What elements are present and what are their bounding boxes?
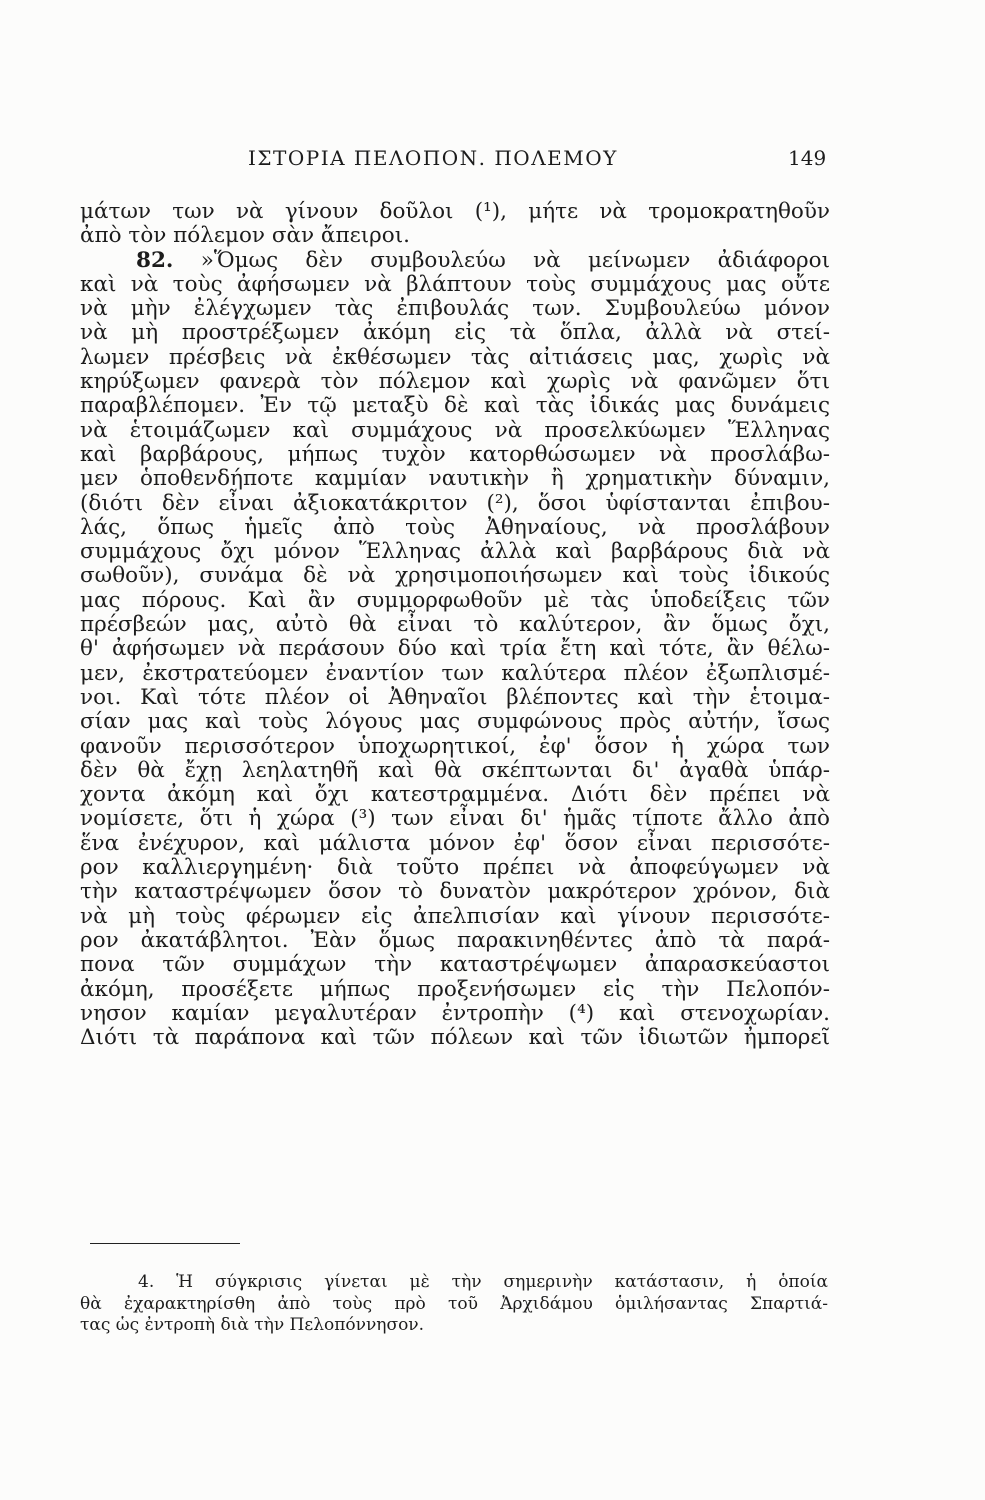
- text-line: ρον καλλιεργημένη· διὰ τοῦτο πρέπει νὰ ἀποφεύγωμεν νὰ: [80, 855, 830, 881]
- footnote-line: θὰ ἐχαρακτηρίσθη ἀπὸ τοὺς πρὸ τοῦ Ἀρχιδάμου ὁμιλήσαντας Σπαρτιά-: [80, 1293, 828, 1314]
- text-line: τὴν καταστρέψωμεν ὅσον τὸ δυνατὸν μακρότερον χρόνον, διὰ: [80, 879, 830, 905]
- text-line: Διότι τὰ παράπονα καὶ τῶν πόλεων καὶ τῶν ἰδιωτῶν ἠμπορεῖ: [80, 1025, 830, 1051]
- text-line: πονα τῶν συμμάχων τὴν καταστρέψωμεν ἀπαρασκεύαστοι: [80, 952, 830, 978]
- text-line: ἀπὸ τὸν πόλεμον σὰν ἄπειροι.: [80, 223, 410, 249]
- text-line: σωθοῦν), συνάμα δὲ νὰ χρησιμοποιήσωμεν καὶ τοὺς ἰδικούς: [80, 563, 830, 589]
- section-82-first-line: [80, 249, 830, 273]
- page-number: 149: [788, 146, 827, 170]
- text-line: καὶ βαρβάρους, μήπως τυχὸν κατορθώσωμεν νὰ προσλάβω-: [80, 441, 830, 467]
- text-line: πρέσβεών μας, αὐτὸ θὰ εἶναι τὸ καλύτερον, ἂν ὅμως ὄχι,: [80, 612, 830, 638]
- text-line: κηρύξωμεν φανερὰ τὸν πόλεμον καὶ χωρὶς νὰ φανῶμεν ὅτι: [80, 369, 830, 395]
- text-line: μεν ὁποθενδήποτε καμμίαν ναυτικὴν ἢ χρηματικὴν δύναμιν,: [80, 466, 830, 492]
- text-line: παραβλέπομεν. Ἐν τῷ μεταξὺ δὲ καὶ τὰς ἰδικάς μας δυνάμεις: [80, 393, 830, 419]
- section-number: 82.: [136, 247, 174, 273]
- text-line: μεν, ἐκστρατεύομεν ἐναντίον των καλύτερα πλέον ἐξωπλισμέ-: [80, 660, 830, 686]
- text-line: ρον ἀκατάβλητοι. Ἐὰν ὅμως παρακινηθέντες ἀπὸ τὰ παρά-: [80, 927, 830, 953]
- main-text: [80, 200, 830, 1050]
- text-line: θ' ἀφήσωμεν νὰ περάσουν δύο καὶ τρία ἔτη καὶ τότε, ἂν θέλω-: [80, 636, 830, 662]
- text-line: ἕνα ἐνέχυρον, καὶ μάλιστα μόνον ἐφ' ὅσον εἶναι περισσότε-: [80, 830, 830, 856]
- text-line: σίαν μας καὶ τοὺς λόγους μας συμφώνους πρὸς αὐτήν, ἴσως: [80, 709, 830, 735]
- running-title: ΙΣΤΟΡΙΑ ΠΕΛΟΠΟΝ. ΠΟΛΕΜΟΥ: [248, 146, 618, 170]
- text-line: ἀκόμη, προσέξετε μήπως προξενήσωμεν εἰς τὴν Πελοπόν-: [80, 976, 830, 1002]
- text-line: λωμεν πρέσβεις νὰ ἐκθέσωμεν τὰς αἰτιάσεις μας, χωρὶς νὰ: [80, 344, 830, 370]
- text-line: νὰ μὴ τοὺς φέρωμεν εἰς ἀπελπισίαν καὶ γίνουν περισσότε-: [80, 903, 830, 929]
- text-line: χοντα ἀκόμη καὶ ὄχι κατεστραμμένα. Διότι δὲν πρέπει νὰ: [80, 782, 830, 808]
- page-header: [0, 146, 985, 174]
- footnote-divider: [90, 1243, 240, 1244]
- text-line: καὶ νὰ τοὺς ἀφήσωμεν νὰ βλάπτουν τοὺς συμμάχους μας οὔτε: [80, 271, 830, 297]
- text-line: νομίσετε, ὅτι ἡ χώρα (³) των εἶναι δι' ἡμᾶς τίποτε ἄλλο ἀπὸ: [80, 806, 830, 832]
- text-line: δὲν θὰ ἔχῃ λεηλατηθῆ καὶ θὰ σκέπτωνται δι' ἀγαθὰ ὑπάρ-: [80, 757, 830, 783]
- text-line: νὰ μὴν ἐλέγχωμεν τὰς ἐπιβουλάς των. Συμβουλεύω μόνον: [80, 296, 830, 322]
- text-line: νοι. Καὶ τότε πλέον οἱ Ἀθηναῖοι βλέποντες καὶ τὴν ἑτοιμα-: [80, 684, 830, 710]
- text-line: νὰ μὴ προστρέξωμεν ἀκόμη εἰς τὰ ὅπλα, ἀλλὰ νὰ στεί-: [80, 320, 830, 346]
- text-line: μας πόρους. Καὶ ἂν συμμορφωθοῦν μὲ τὰς ὑποδείξεις τῶν: [80, 587, 830, 613]
- text-line: νησον καμίαν μεγαλυτέραν ἐντροπὴν (⁴) καὶ στενοχωρίαν.: [80, 1000, 830, 1026]
- text-line: φανοῦν περισσότερον ὑποχωρητικοί, ἐφ' ὅσον ἡ χώρα των: [80, 733, 830, 759]
- text-line: νὰ ἑτοιμάζωμεν καὶ συμμάχους νὰ προσελκύωμεν Ἕλληνας: [80, 417, 830, 443]
- footnote-line: τας ὡς ἐντροπὴ διὰ τὴν Πελοπόννησον.: [80, 1315, 425, 1335]
- text-line: λάς, ὅπως ἡμεῖς ἀπὸ τοὺς Ἀθηναίους, νὰ προσλάβουν: [80, 514, 830, 540]
- text-line: »Ὅμως δὲν συμβουλεύω νὰ μείνωμεν ἀδιάφοροι: [200, 247, 830, 273]
- text-line: μάτων των νὰ γίνουν δοῦλοι (¹), μήτε νὰ τρομοκρατηθοῦν: [80, 199, 830, 224]
- text-line: (διότι δὲν εἶναι ἀξιοκατάκριτον (²), ὅσοι ὑφίστανται ἐπιβου-: [80, 490, 830, 516]
- footnote-line: 4. Ἡ σύγκρισις γίνεται μὲ τὴν σημερινὴν κατάστασιν, ἡ ὁποία: [138, 1272, 828, 1292]
- text-line: συμμάχους ὄχι μόνον Ἕλληνας ἀλλὰ καὶ βαρβάρους διὰ νὰ: [80, 539, 830, 565]
- footnotes: [80, 1272, 828, 1337]
